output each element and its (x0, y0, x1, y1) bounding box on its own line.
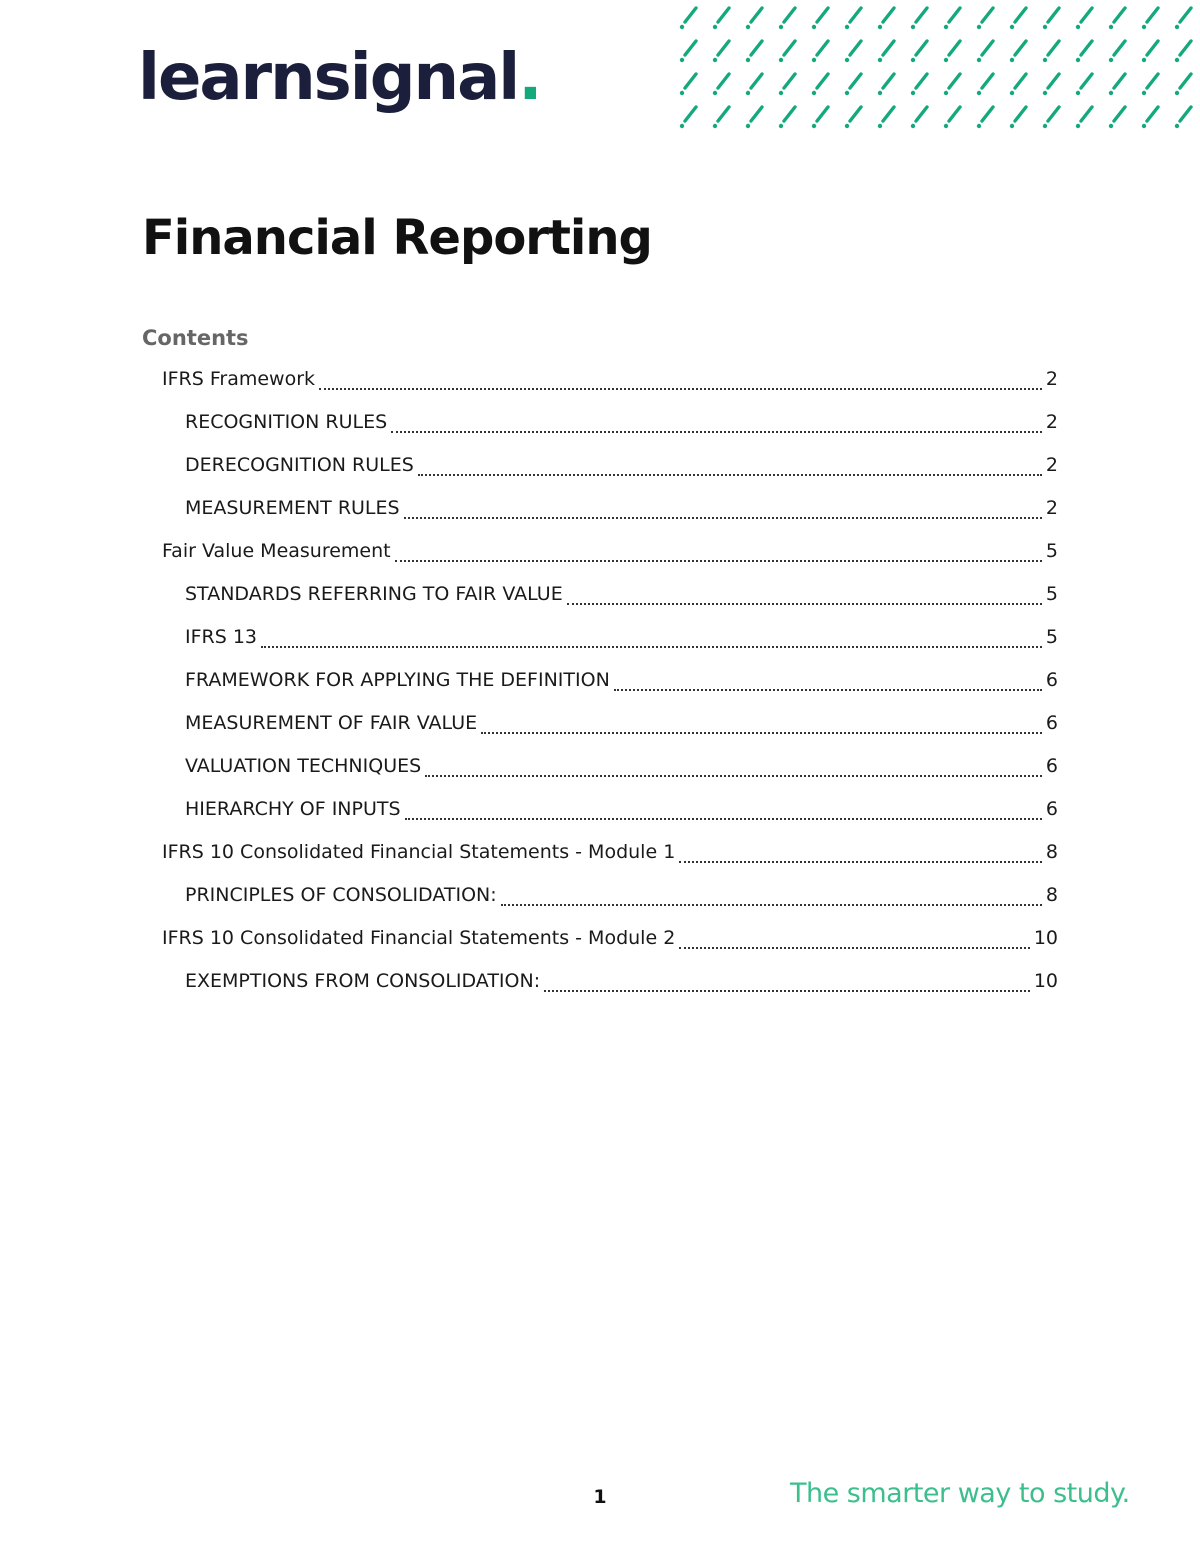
toc-entry-label: IFRS Framework (162, 368, 316, 390)
toc-entry-page: 5 (1045, 583, 1058, 605)
toc-entry[interactable] (185, 583, 1058, 611)
toc-entry-label: STANDARDS REFERRING TO FAIR VALUE (185, 583, 563, 605)
toc-entry-label: IFRS 10 Consolidated Financial Statements - Module 1 (162, 841, 676, 863)
toc-entry[interactable] (185, 755, 1058, 783)
toc-entry[interactable] (162, 927, 1058, 955)
toc-dot-leader (679, 861, 1042, 863)
logo-wordmark: learnsignal (138, 41, 519, 115)
toc-entry[interactable] (185, 884, 1058, 912)
toc-entry[interactable] (185, 626, 1058, 654)
toc-entry-label: FRAMEWORK FOR APPLYING THE DEFINITION (185, 669, 610, 691)
toc-dot-leader (405, 818, 1042, 820)
toc-entry-page: 8 (1045, 884, 1058, 906)
toc-entry[interactable] (162, 540, 1058, 568)
toc-entry-label: MEASUREMENT RULES (185, 497, 400, 519)
toc-entry[interactable] (185, 669, 1058, 697)
toc-entry-label: PRINCIPLES OF CONSOLIDATION: (185, 884, 497, 906)
toc-entry-label: RECOGNITION RULES (185, 411, 388, 433)
toc-entry-page: 2 (1045, 368, 1058, 390)
toc-entry-label: IFRS 10 Consolidated Financial Statements - Module 2 (162, 927, 676, 949)
toc-entry-label: IFRS 13 (185, 626, 258, 648)
toc-entry[interactable] (185, 712, 1058, 740)
toc-dot-leader (418, 474, 1042, 476)
toc-entry-page: 2 (1045, 411, 1058, 433)
toc-entry-page: 10 (1033, 927, 1058, 949)
toc-entry[interactable] (185, 411, 1058, 439)
toc-entry-label: VALUATION TECHNIQUES (185, 755, 422, 777)
document-title: Financial Reporting (142, 210, 652, 266)
toc-dot-leader (404, 517, 1042, 519)
toc-entry-label: MEASUREMENT OF FAIR VALUE (185, 712, 478, 734)
toc-entry-page: 2 (1045, 497, 1058, 519)
toc-dot-leader (614, 689, 1042, 691)
toc-entry[interactable] (162, 841, 1058, 869)
page-number: 1 (593, 1486, 607, 1508)
toc-entry[interactable] (185, 798, 1058, 826)
toc-dot-leader (391, 431, 1042, 433)
toc-entry-page: 5 (1045, 626, 1058, 648)
toc-entry[interactable] (162, 368, 1058, 396)
toc-entry-label: HIERARCHY OF INPUTS (185, 798, 401, 820)
toc-dot-leader (544, 990, 1030, 992)
toc-entry[interactable] (185, 454, 1058, 482)
toc-entry-page: 6 (1045, 798, 1058, 820)
contents-heading: Contents (142, 326, 249, 350)
toc-dot-leader (425, 775, 1042, 777)
toc-entry-page: 6 (1045, 669, 1058, 691)
toc-dot-leader (319, 388, 1042, 390)
toc-entry-label: Fair Value Measurement (162, 540, 391, 562)
footer-tagline: The smarter way to study. (790, 1478, 1130, 1509)
toc-entry[interactable] (185, 970, 1058, 998)
toc-entry-label: DERECOGNITION RULES (185, 454, 414, 476)
toc-dot-leader (501, 904, 1042, 906)
toc-dot-leader (567, 603, 1042, 605)
toc-entry-page: 6 (1045, 712, 1058, 734)
toc-entry-page: 6 (1045, 755, 1058, 777)
toc-dot-leader (481, 732, 1042, 734)
toc-entry-page: 2 (1045, 454, 1058, 476)
toc-entry-label: EXEMPTIONS FROM CONSOLIDATION: (185, 970, 541, 992)
toc-entry[interactable] (185, 497, 1058, 525)
logo-dot: . (518, 41, 541, 115)
toc-entry-page: 5 (1045, 540, 1058, 562)
toc-dot-leader (679, 947, 1030, 949)
toc-dot-leader (395, 560, 1042, 562)
toc-entry-page: 10 (1033, 970, 1058, 992)
toc-entry-page: 8 (1045, 841, 1058, 863)
toc-dot-leader (261, 646, 1042, 648)
